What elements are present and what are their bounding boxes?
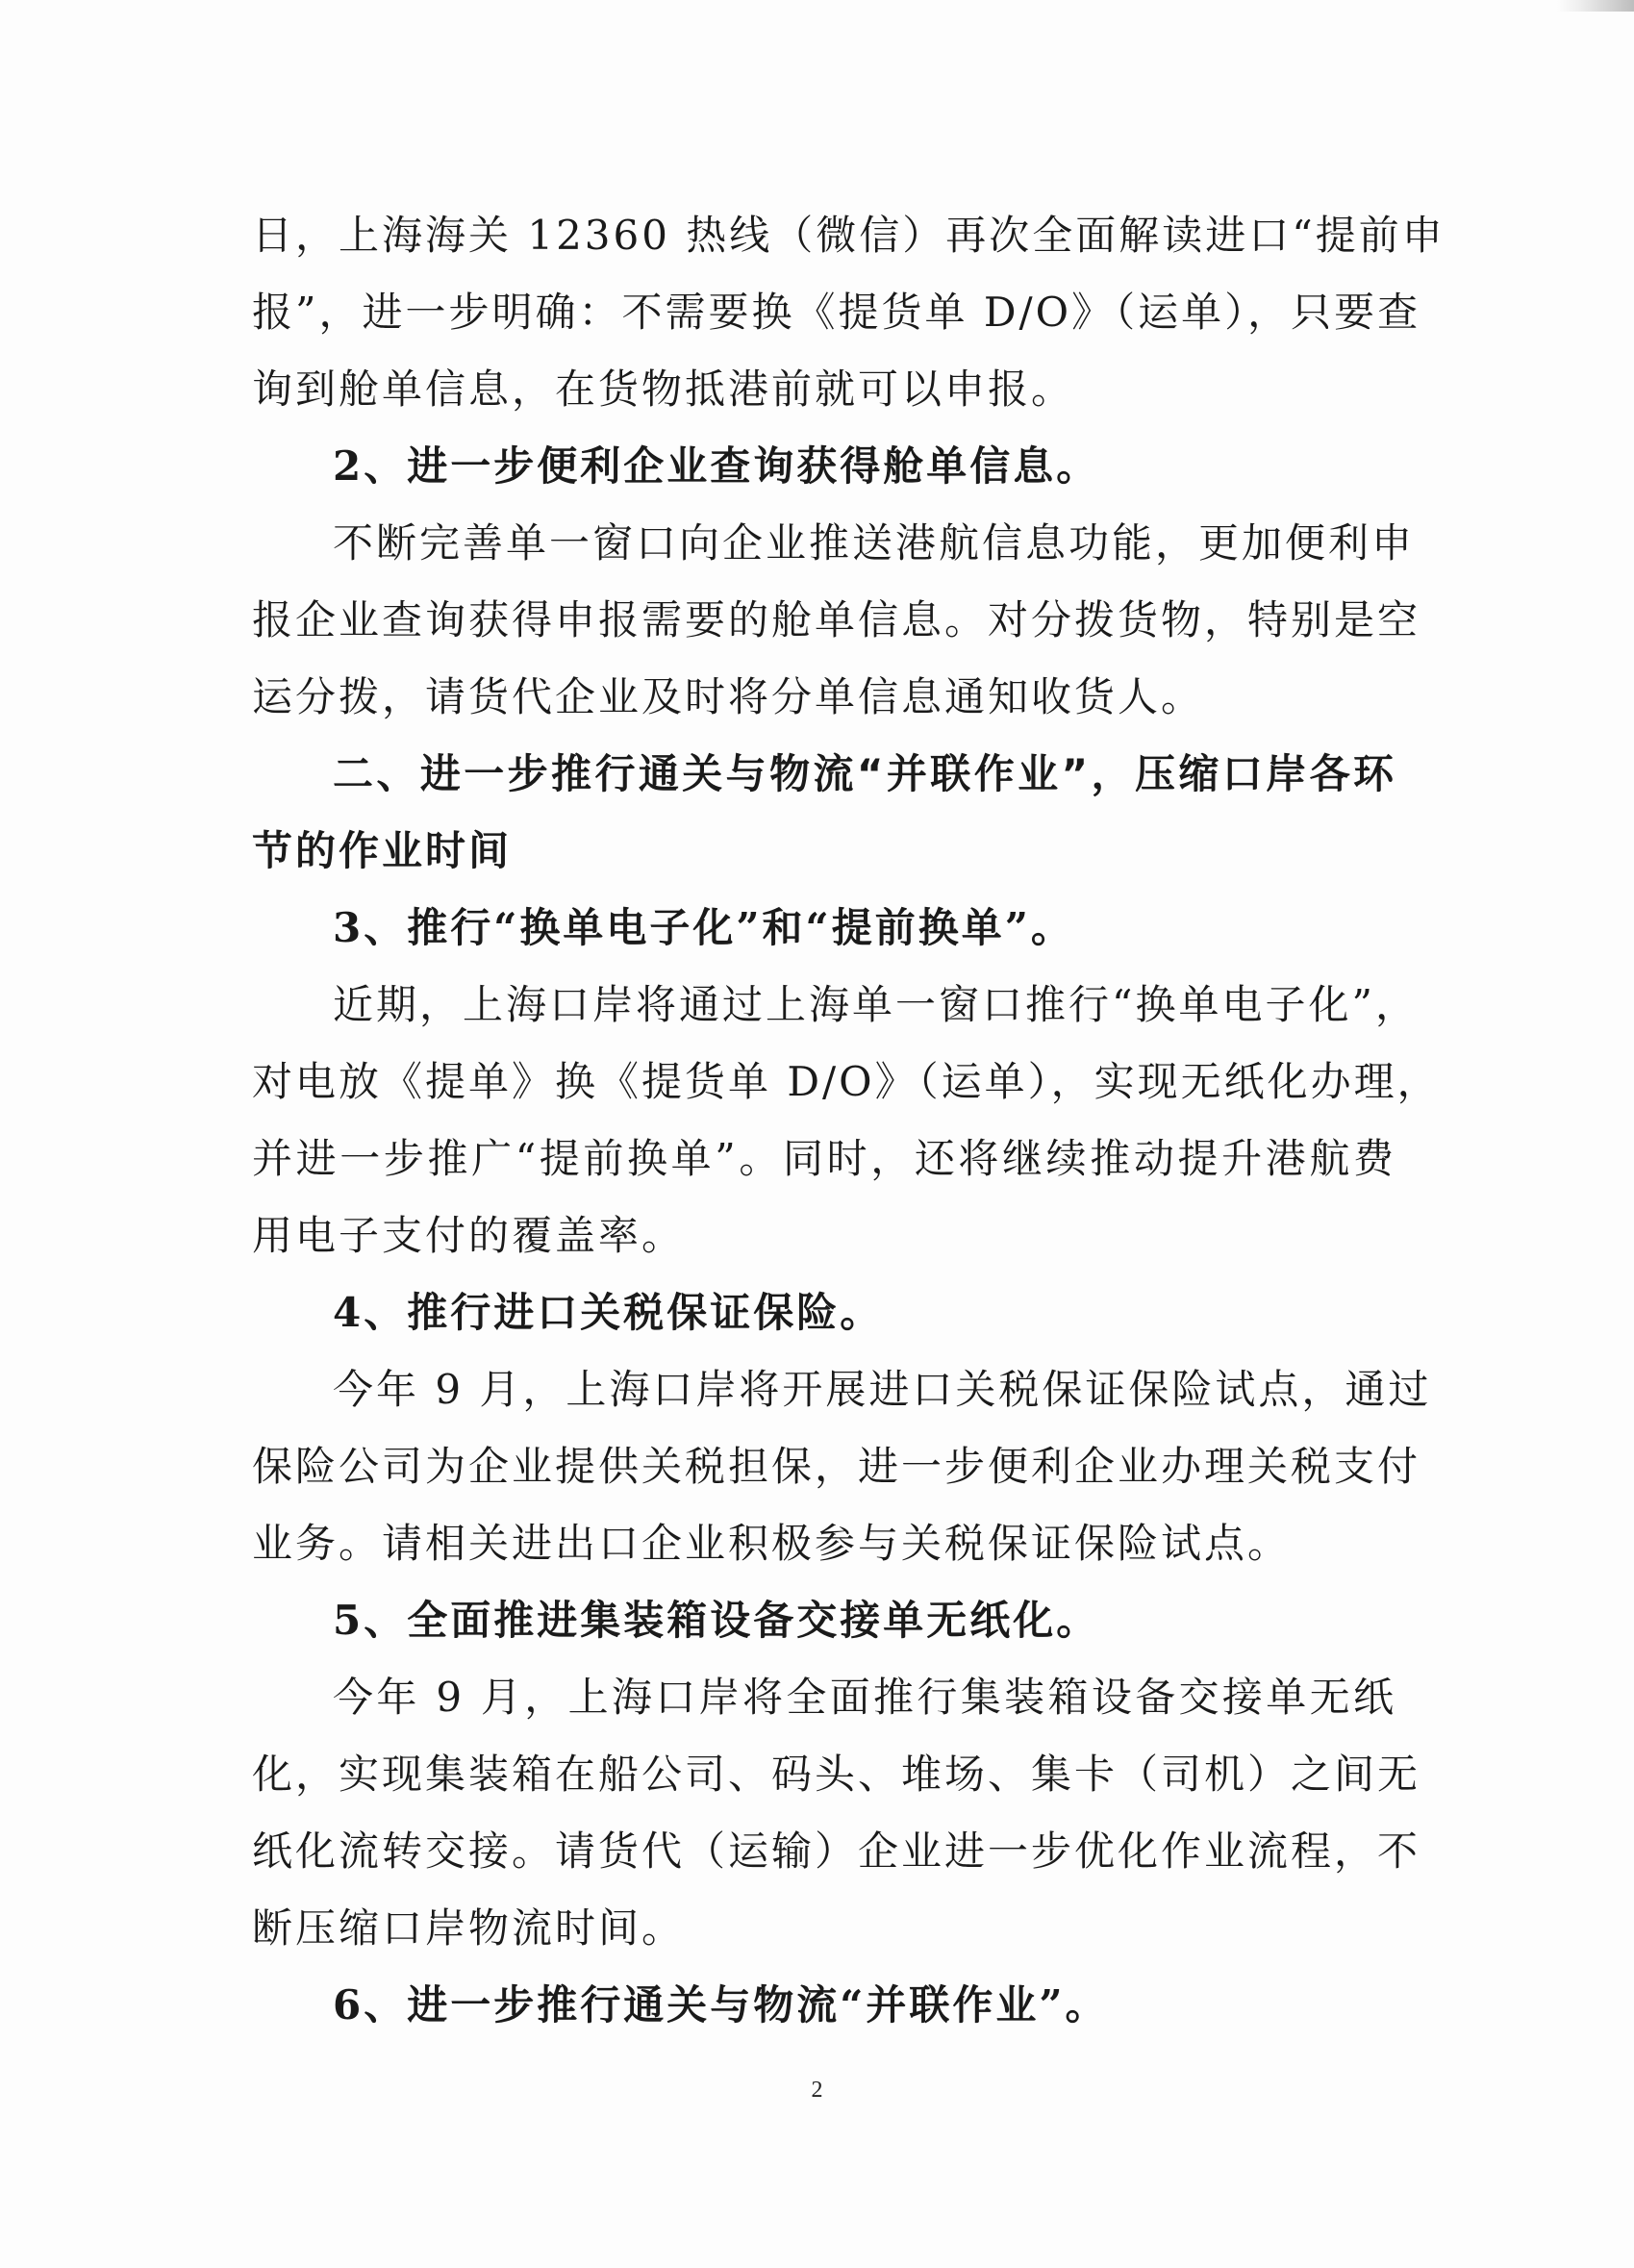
paragraph-line: 报企业查询获得申报需要的舱单信息。对分拨货物，特别是空 bbox=[252, 596, 1421, 643]
section-heading-two: 二、进一步推行通关与物流“并联作业”，压缩口岸各环 bbox=[333, 750, 1396, 797]
paragraph-line: 日，上海海关 12360 热线（微信）再次全面解读进口“提前申 bbox=[252, 212, 1445, 259]
paragraph-line: 近期，上海口岸将通过上海单一窗口推行“换单电子化”， bbox=[333, 981, 1419, 1028]
section-heading-2: 2、进一步便利企业查询获得舱单信息。 bbox=[333, 442, 1100, 490]
paragraph-line: 询到舱单信息，在货物抵港前就可以申报。 bbox=[252, 365, 1075, 413]
paragraph-line: 运分拨，请货代企业及时将分单信息通知收货人。 bbox=[252, 673, 1205, 720]
section-heading-3: 3、推行“换单电子化”和“提前换单”。 bbox=[333, 904, 1074, 951]
paragraph-line: 并进一步推广“提前换单”。同时，还将继续推动提升港航费 bbox=[252, 1135, 1396, 1182]
paragraph-line: 报”，进一步明确：不需要换《提货单 D/O》（运单），只要查 bbox=[252, 289, 1421, 336]
section-heading-two-cont: 节的作业时间 bbox=[252, 827, 513, 874]
section-heading-6: 6、进一步推行通关与物流“并联作业”。 bbox=[333, 1981, 1109, 2029]
paragraph-line: 今年 9 月，上海口岸将开展进口关税保证保险试点，通过 bbox=[333, 1366, 1432, 1413]
paragraph-line: 保险公司为企业提供关税担保，进一步便利企业办理关税支付 bbox=[252, 1443, 1421, 1490]
document-body bbox=[252, 197, 1445, 2044]
paragraph-line: 对电放《提单》换《提货单 D/O》（运单），实现无纸化办理， bbox=[252, 1058, 1441, 1105]
paragraph-line: 化，实现集装箱在船公司、码头、堆场、集卡（司机）之间无 bbox=[252, 1751, 1421, 1798]
paragraph-line: 用电子支付的覆盖率。 bbox=[252, 1212, 686, 1259]
paragraph-line: 今年 9 月，上海口岸将全面推行集装箱设备交接单无纸 bbox=[333, 1674, 1396, 1721]
paragraph-line: 纸化流转交接。请货代（运输）企业进一步优化作业流程，不 bbox=[252, 1827, 1421, 1875]
paragraph-line: 不断完善单一窗口向企业推送港航信息功能，更加便利申 bbox=[333, 519, 1416, 567]
section-heading-4: 4、推行进口关税保证保险。 bbox=[333, 1289, 884, 1336]
paragraph-line: 断压缩口岸物流时间。 bbox=[252, 1904, 686, 1952]
scan-edge-mark bbox=[1557, 0, 1634, 12]
page-number: 2 bbox=[811, 2078, 823, 2103]
section-heading-5: 5、全面推进集装箱设备交接单无纸化。 bbox=[333, 1597, 1100, 1644]
paragraph-line: 业务。请相关进出口企业积极参与关税保证保险试点。 bbox=[252, 1520, 1292, 1567]
